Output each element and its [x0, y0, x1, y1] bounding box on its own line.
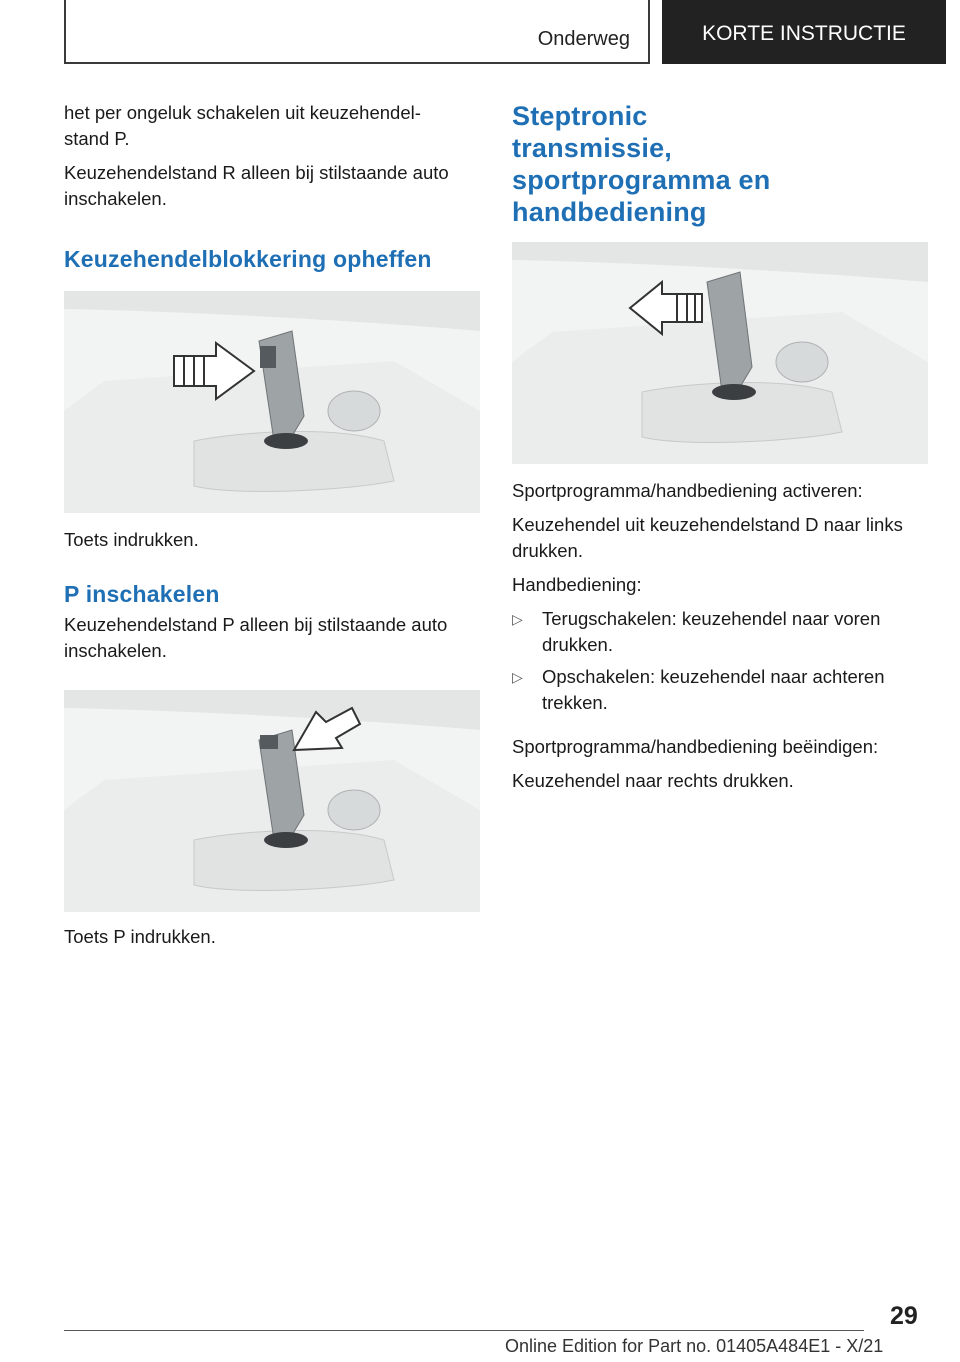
right-column [512, 100, 928, 802]
footer-divider [64, 1330, 864, 1331]
page-number: 29 [890, 1302, 918, 1330]
park-paragraph: Keuzehendelstand P alleen bij stilstaande auto inschakelen. [64, 614, 448, 661]
triangle-bullet-icon: ▷ [512, 611, 523, 627]
intro-paragraph-1: het per ongeluk schakelen uit keuzehendel- stand P. [64, 102, 421, 149]
triangle-bullet-icon: ▷ [512, 669, 523, 685]
release-illustration [64, 291, 480, 513]
manual-steps-list [512, 606, 928, 716]
steptronic-heading: Steptronic transmissie, sportprogramma en handbediening [512, 101, 771, 227]
deactivate-intro: Sportprogramma/handbediening beëindigen: [512, 736, 879, 757]
park-illustration [64, 690, 480, 912]
activate-step: Keuzehendel uit keuzehendelstand D naar links drukken. [512, 514, 903, 561]
release-caption: Toets indrukken. [64, 529, 199, 550]
left-column [64, 100, 480, 958]
header-chapter-tab: KORTE INSTRUCTIE [662, 0, 946, 64]
footer-edition: Online Edition for Part no. 01405A484E1 - X/21 [505, 1336, 884, 1356]
list-item: ▷ Opschakelen: keuzehendel naar achteren trekken. [512, 666, 885, 713]
park-caption: Toets P indrukken. [64, 926, 216, 947]
deactivate-step: Keuzehendel naar rechts drukken. [512, 770, 794, 791]
header-section-title: Onderweg [537, 28, 630, 50]
release-heading: Keuzehendelblokkering opheffen [64, 246, 432, 272]
list-item: ▷ Terugschakelen: keuzehendel naar voren drukken. [512, 608, 881, 655]
intro-paragraph-2: Keuzehendelstand R alleen bij stilstaande auto inschakelen. [64, 162, 449, 209]
park-heading: P inschakelen [64, 581, 220, 607]
activate-intro: Sportprogramma/handbediening activeren: [512, 480, 863, 501]
steptronic-illustration [512, 242, 928, 464]
manual-label: Handbediening: [512, 574, 642, 595]
